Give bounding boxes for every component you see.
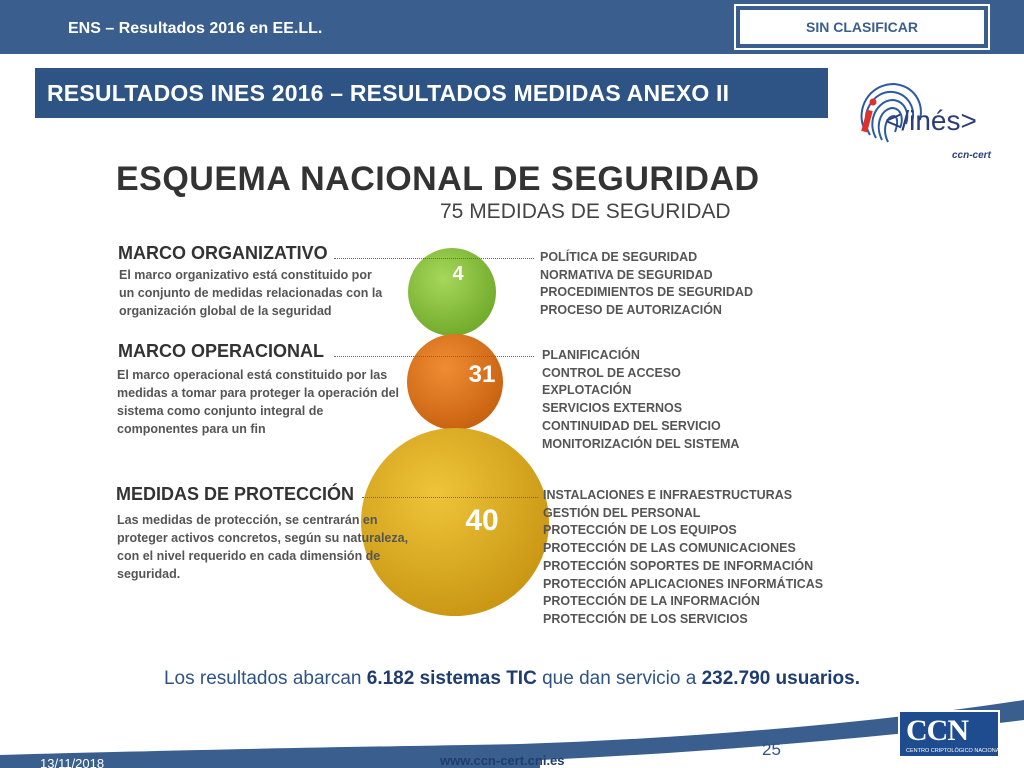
ccn-logo-letters: CCN bbox=[906, 714, 968, 747]
deck-title: ENS – Resultados 2016 en EE.LL. bbox=[68, 20, 323, 37]
count-marco-organizativo: 4 bbox=[452, 263, 464, 285]
measure-item: MONITORIZACIÓN DEL SISTEMA bbox=[542, 436, 740, 451]
measure-item: PROTECCIÓN DE LOS EQUIPOS bbox=[543, 523, 737, 538]
measure-item: CONTROL DE ACCESO bbox=[542, 365, 681, 380]
measure-item: PROTECCIÓN DE LA INFORMACIÓN bbox=[543, 594, 760, 609]
slide-title: RESULTADOS INES 2016 – RESULTADOS MEDIDAS ANEXO II bbox=[35, 68, 828, 118]
infographic-subtitle: 75 MEDIDAS DE SEGURIDAD bbox=[440, 200, 731, 223]
measure-item: PROTECCIÓN DE LAS COMUNICACIONES bbox=[543, 541, 796, 556]
desc-marco-organizativo: El marco organizativo está constituido por un conjunto de medidas relacionadas con la organización global de la seguridad bbox=[119, 268, 383, 318]
ccn-cert-logo-text: ccn-cert bbox=[952, 150, 991, 161]
ccn-logo-subtitle: CENTRO CRIPTOLÓGICO NACIONAL bbox=[906, 748, 1003, 754]
classification-label: SIN CLASIFICAR bbox=[740, 10, 984, 44]
measure-item: POLÍTICA DE SEGURIDAD bbox=[540, 250, 698, 264]
heading-marco-organizativo: MARCO ORGANIZATIVO bbox=[118, 243, 328, 263]
footer-date: 13/11/2018 bbox=[40, 756, 105, 768]
desc-marco-operacional: El marco operacional está constituido por las medidas a tomar para proteger la operación del sistema como conjunto integral de componentes para un fin bbox=[117, 368, 400, 436]
desc-medidas-proteccion: Las medidas de protección, se centrarán en proteger activos concretos, según su naturaleza, con el nivel requerido en cada dimensión de seguridad. bbox=[117, 513, 409, 581]
measure-item: PLANIFICACIÓN bbox=[542, 348, 640, 362]
measure-item: SERVICIOS EXTERNOS bbox=[542, 401, 683, 416]
measure-item: PROCEDIMIENTOS DE SEGURIDAD bbox=[540, 285, 753, 300]
measure-item: INSTALACIONES E INFRAESTRUCTURAS bbox=[543, 488, 793, 502]
measure-item: EXPLOTACIÓN bbox=[542, 383, 632, 398]
measure-item: NORMATIVA DE SEGURIDAD bbox=[540, 267, 713, 282]
heading-marco-operacional: MARCO OPERACIONAL bbox=[118, 341, 324, 361]
summary-prefix: Los resultados abarcan bbox=[163, 668, 367, 689]
measure-item: CONTINUIDAD DEL SERVICIO bbox=[542, 418, 721, 433]
footer-url[interactable]: www.ccn-cert.cni.es bbox=[440, 753, 565, 768]
ccn-logo bbox=[898, 710, 1003, 758]
measure-item: PROTECCIÓN SOPORTES DE INFORMACIÓN bbox=[543, 558, 814, 573]
summary-systems: 6.182 sistemas TIC bbox=[366, 668, 537, 689]
measure-item: PROTECCIÓN APLICACIONES INFORMÁTICAS bbox=[543, 576, 824, 591]
infographic-title: ESQUEMA NACIONAL DE SEGURIDAD bbox=[116, 160, 760, 198]
count-medidas-proteccion: 40 bbox=[465, 504, 499, 537]
heading-medidas-proteccion: MEDIDAS DE PROTECCIÓN bbox=[116, 484, 355, 504]
measure-item: PROCESO DE AUTORIZACIÓN bbox=[540, 303, 722, 318]
measure-item: PROTECCIÓN DE LOS SERVICIOS bbox=[543, 611, 748, 626]
measure-item: GESTIÓN DEL PERSONAL bbox=[543, 505, 701, 520]
page-number: 25 bbox=[762, 740, 781, 759]
ines-logo-text: </inés> bbox=[885, 105, 977, 136]
summary-users: 232.790 usuarios. bbox=[701, 668, 861, 689]
summary-middle: que dan servicio a bbox=[536, 668, 702, 689]
count-marco-operacional: 31 bbox=[468, 361, 496, 388]
